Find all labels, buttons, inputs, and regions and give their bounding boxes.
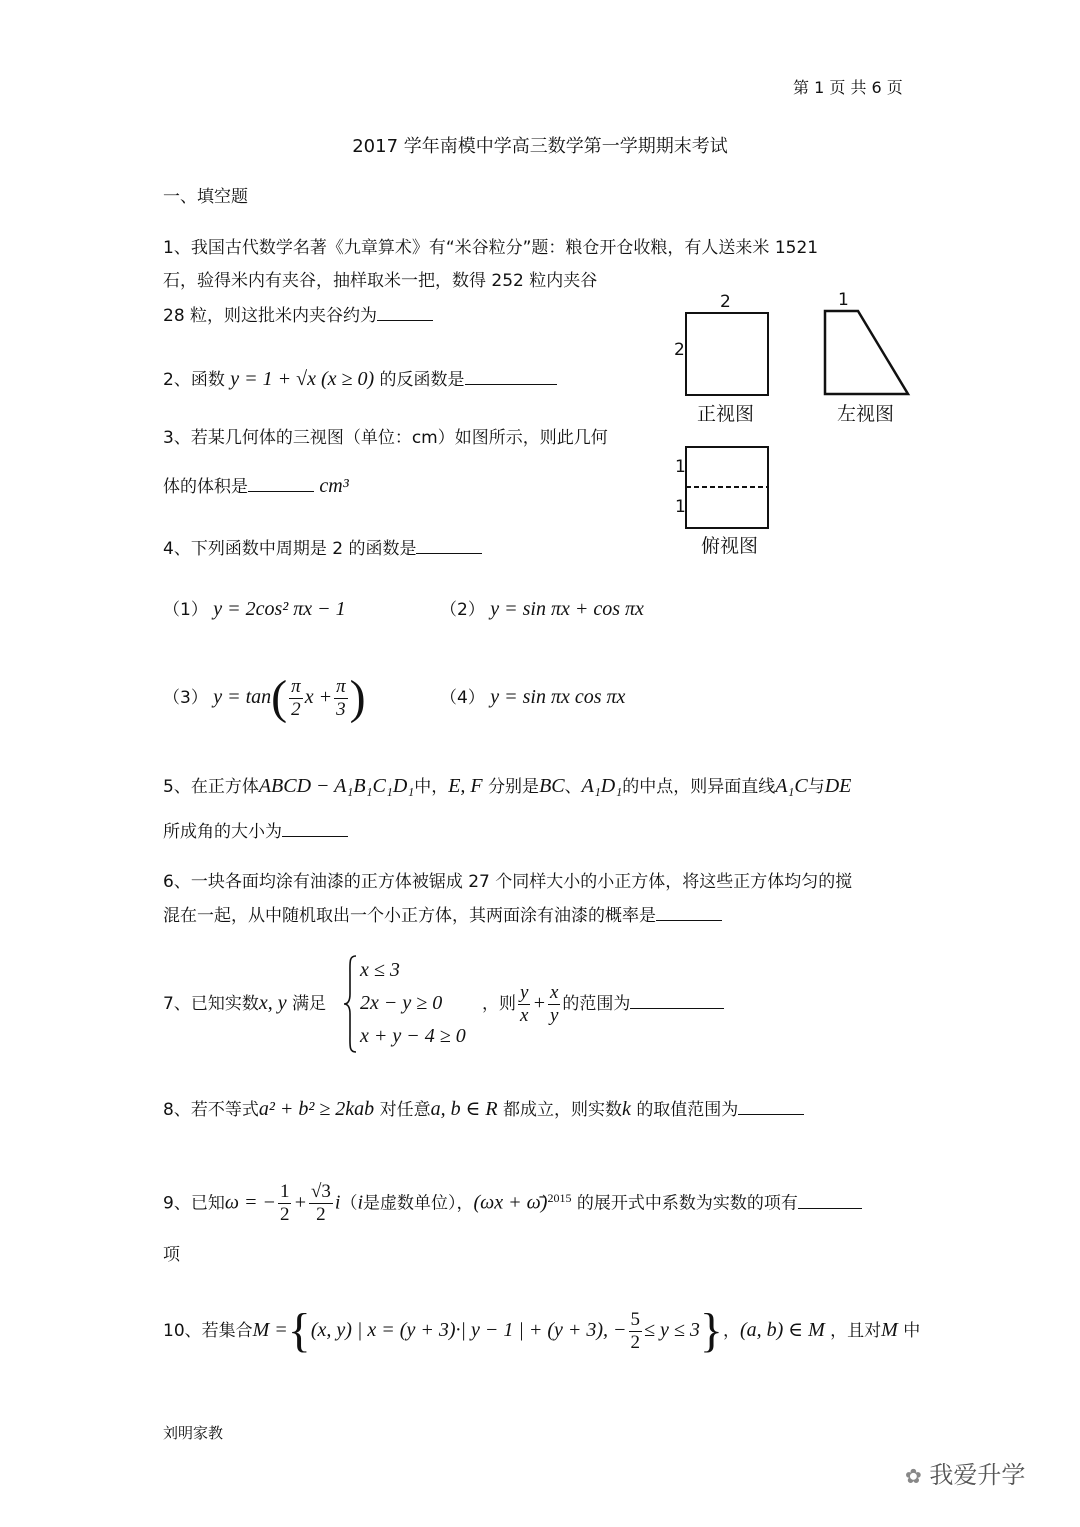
math: + <box>293 1191 307 1214</box>
q5-text: 所成角的大小为 <box>163 822 282 842</box>
text: 满足 <box>292 994 326 1014</box>
numerator: √3 <box>310 1181 331 1203</box>
answer-blank <box>465 366 557 385</box>
q4-text: 4、下列函数中周期是 2 的函数是 <box>163 539 417 559</box>
fraction <box>309 1181 333 1226</box>
option-math: y = sin πx + cos πx <box>490 598 644 620</box>
brace-shape <box>344 956 356 1052</box>
q9-text: 9、已知 <box>163 1193 225 1214</box>
constraint: 2x − y ≥ 0 <box>360 992 443 1014</box>
text: 的范围为 <box>562 994 631 1014</box>
numerator: π <box>291 675 301 697</box>
math: (ωx + ω̄) <box>473 1191 548 1214</box>
q1-line2: 石，验得米内有夹谷，抽样取米一把，数得 252 粒内夹谷 <box>163 271 598 291</box>
front-view-shape <box>686 313 768 395</box>
paren: ) <box>349 671 366 724</box>
option-math: y = tan <box>213 686 272 708</box>
option-number: （4） <box>440 688 485 708</box>
q4-option-2 <box>440 597 644 622</box>
constraint: x ≤ 3 <box>360 959 400 981</box>
q7-prefix <box>163 991 326 1016</box>
answer-blank <box>798 1190 862 1209</box>
math: (a, b) ∈ M <box>739 1319 825 1341</box>
dim-label: 2 <box>674 340 685 360</box>
footer-text: 刘明家教 <box>163 1424 224 1442</box>
denominator: 2 <box>316 1204 326 1226</box>
answer-blank <box>282 818 348 837</box>
q10 <box>163 1305 920 1356</box>
math: k <box>622 1098 631 1120</box>
q6-text: 混在一起，从中随机取出一个小正方体，其两面涂有油漆的概率是 <box>163 906 656 926</box>
answer-blank <box>377 302 433 321</box>
math: a² + b² ≥ 2kab <box>258 1098 375 1120</box>
math: M <box>881 1319 898 1341</box>
q9-line2: 项 <box>163 1245 180 1265</box>
denominator: y <box>549 1004 559 1026</box>
text: 的取值范围为 <box>636 1100 739 1120</box>
math: ABCD − A₁B₁C₁D₁ <box>258 775 415 797</box>
q1-text: 28 粒，则这批米内夹谷约为 <box>163 306 378 326</box>
math: x, y <box>258 992 287 1014</box>
text: ， <box>722 1321 740 1341</box>
q2 <box>163 366 557 392</box>
text: 、 <box>564 777 582 797</box>
q7-suffix <box>482 978 724 1029</box>
q7-text: 7、已知实数 <box>163 994 259 1014</box>
wechat-icon: ✿ <box>905 1464 922 1488</box>
fraction <box>518 982 530 1027</box>
text: 都成立，则实数 <box>503 1100 623 1120</box>
text: 分别是 <box>488 777 540 797</box>
answer-blank <box>248 473 314 492</box>
q5-line2 <box>163 818 348 844</box>
paren: ( <box>271 671 288 724</box>
q3-line1: 3、若某几何体的三视图（单位：cm）如图所示，则此几何 <box>163 428 608 448</box>
front-view-caption: 正视图 <box>697 403 755 425</box>
numerator: 5 <box>630 1308 641 1330</box>
option-math: y = sin πx cos πx <box>490 686 626 708</box>
q5-text: 5、在正方体 <box>163 777 259 797</box>
q5-line1 <box>163 774 851 799</box>
numerator: y <box>520 981 529 1003</box>
answer-blank <box>630 990 724 1009</box>
math: + <box>532 992 546 1014</box>
answer-blank <box>656 902 722 921</box>
text: ，且对 <box>830 1321 882 1341</box>
option-math: y = 2cos² πx − 1 <box>213 598 346 620</box>
denominator: x <box>520 1004 529 1026</box>
text: 是虚数单位）， <box>363 1193 474 1214</box>
q1-line1: 1、我国古代数学名著《九章算术》有“米谷粒分”题：粮仓开仓收粮，有人送来米 1521 <box>163 238 819 258</box>
brace: { <box>287 1304 311 1357</box>
math: (x, y) | x = (y + 3)·| y − 1 | + (y + 3), − <box>310 1319 627 1341</box>
text: 中 <box>903 1321 921 1341</box>
exam-title: 2017 学年南模中学高三数学第一学期期末考试 <box>352 136 728 157</box>
math: A₁C <box>775 775 808 797</box>
option-math: x + <box>304 686 333 708</box>
top-view-caption: 俯视图 <box>701 535 759 557</box>
denominator: 2 <box>630 1331 641 1353</box>
q1-line3 <box>163 302 433 328</box>
math: i <box>357 1191 364 1214</box>
constraint: x + y − 4 ≥ 0 <box>360 1025 466 1047</box>
denominator: 2 <box>279 1204 290 1226</box>
math: E, F <box>448 775 483 797</box>
q4-option-4 <box>440 685 625 710</box>
numerator: x <box>549 981 559 1003</box>
option-number: （3） <box>163 688 208 708</box>
dim-label: 1 <box>675 497 686 517</box>
q4 <box>163 535 482 561</box>
math: ω = − <box>224 1191 276 1214</box>
text: 的展开式中系数为实数的项有 <box>576 1193 798 1214</box>
answer-blank <box>416 535 482 554</box>
q3-text: 体的体积是 <box>163 477 248 497</box>
q9 <box>163 1173 862 1229</box>
q8 <box>163 1096 804 1122</box>
denominator: 2 <box>291 698 301 720</box>
q3-unit: cm³ <box>319 475 349 497</box>
denominator: 3 <box>336 698 346 720</box>
text: 与 <box>807 777 825 797</box>
text: （ <box>340 1193 358 1214</box>
section-heading: 一、填空题 <box>163 187 248 207</box>
numerator: 1 <box>279 1181 290 1203</box>
page-info: 第 1 页 共 6 页 <box>793 78 903 97</box>
numerator: π <box>336 675 346 697</box>
q2-text: 2、函数 <box>163 370 225 390</box>
math: DE <box>824 775 852 797</box>
math: i <box>334 1191 341 1214</box>
q4-option-3 <box>163 672 366 723</box>
q3-line2 <box>163 473 349 499</box>
brace <box>342 954 358 1054</box>
q6-line2 <box>163 902 722 928</box>
math: M = <box>252 1319 288 1341</box>
fraction <box>629 1309 643 1354</box>
text: 中， <box>414 777 449 797</box>
watermark-text: 我爱升学 <box>929 1461 1026 1489</box>
side-view-caption: 左视图 <box>837 403 895 425</box>
dim-label: 2 <box>720 292 731 312</box>
math: ≤ y ≤ 3 <box>644 1319 700 1341</box>
option-number: （1） <box>163 600 208 620</box>
text: ，则 <box>482 994 516 1014</box>
brace: } <box>699 1304 723 1357</box>
text: 对任意 <box>379 1100 431 1120</box>
fraction <box>548 982 560 1027</box>
fraction <box>289 676 303 721</box>
math: a, b ∈ R <box>430 1098 498 1120</box>
exponent: 2015 <box>547 1191 572 1205</box>
side-view-shape <box>825 311 908 394</box>
dim-label: 1 <box>838 290 849 310</box>
watermark <box>905 1463 1025 1488</box>
constraint-system <box>360 954 466 1053</box>
q2-math: y = 1 + √x (x ≥ 0) <box>230 368 375 390</box>
q2-suffix: 的反函数是 <box>379 370 465 390</box>
fraction <box>334 676 348 721</box>
q8-text: 8、若不等式 <box>163 1100 259 1120</box>
math: A₁D₁ <box>581 775 623 797</box>
answer-blank <box>738 1096 804 1115</box>
option-number: （2） <box>440 600 485 620</box>
math: BC <box>539 775 565 797</box>
dim-label: 1 <box>675 457 686 477</box>
q6-line1: 6、一块各面均涂有油漆的正方体被锯成 27 个同样大小的小正方体，将这些正方体均匀的搅 <box>163 872 853 892</box>
fraction <box>278 1181 292 1226</box>
q4-option-1 <box>163 597 346 622</box>
q10-text: 10、若集合 <box>163 1321 253 1341</box>
text: 的中点，则异面直线 <box>622 777 776 797</box>
